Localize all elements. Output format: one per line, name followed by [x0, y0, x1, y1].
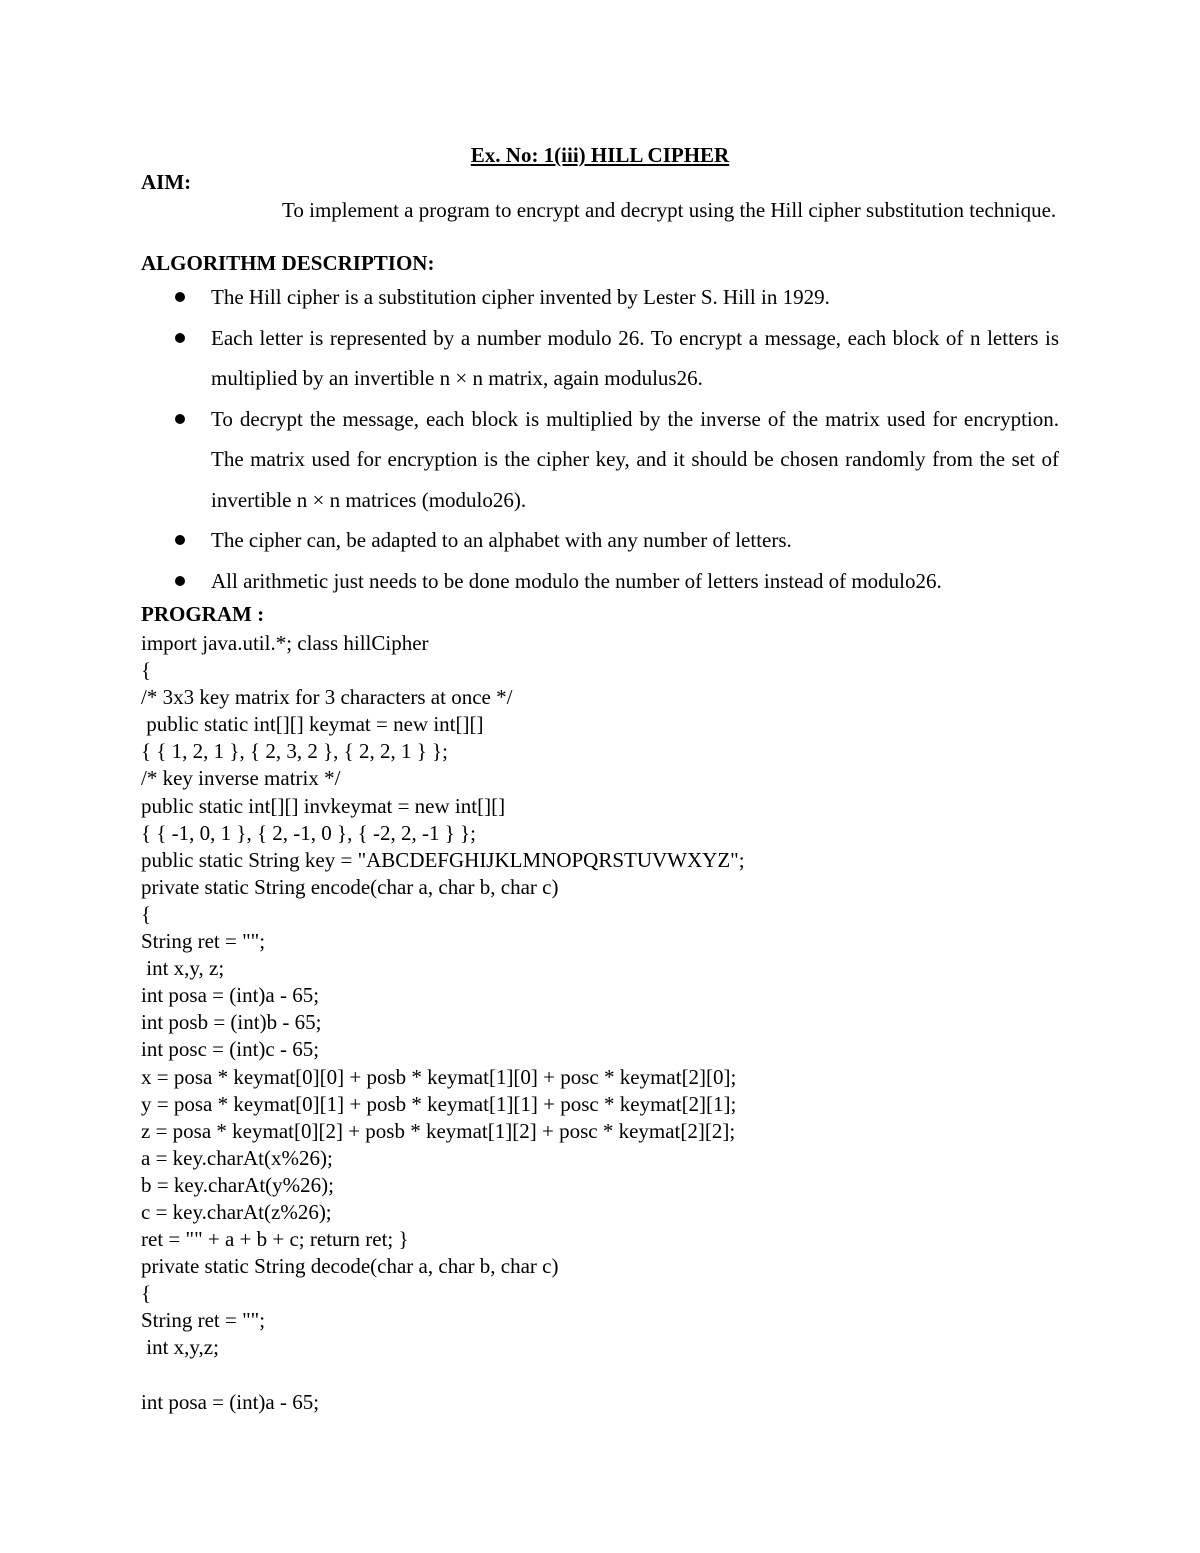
algorithm-item — [141, 520, 1059, 561]
code-line: int posb = (int)b - 65; — [141, 1010, 322, 1035]
code-line: x = posa * keymat[0][0] + posb * keymat[1][0] + posc * keymat[2][0]; — [141, 1064, 737, 1089]
code-line: ret = "" + a + b + c; return ret; } — [141, 1227, 409, 1252]
code-line: import java.util.*; class hillCipher — [141, 631, 429, 655]
program-heading: PROGRAM : — [141, 602, 265, 626]
code-line: b = key.charAt(y%26); — [141, 1172, 334, 1197]
algorithm-list — [141, 277, 1059, 601]
code-line: int x,y,z; — [141, 1335, 219, 1360]
algorithm-item-text: All arithmetic just needs to be done modulo the number of letters instead of modulo26. — [211, 568, 942, 593]
code-line: c = key.charAt(z%26); — [141, 1199, 332, 1224]
code-line: /* key inverse matrix */ — [141, 766, 341, 791]
algorithm-item — [141, 277, 1059, 318]
code-line: String ret = ""; — [141, 1308, 266, 1333]
aim-text: To implement a program to encrypt and decrypt using the Hill cipher substitution technique. — [282, 198, 1057, 222]
code-line — [141, 1362, 1081, 1389]
code-line: a = key.charAt(x%26); — [141, 1145, 333, 1170]
bullet-icon — [175, 292, 185, 302]
algorithm-item-text: Each letter is represented by a number modulo 26. To encrypt a message, each block of n letters is multiplied by an invertible n × n matrix, again modulus26. — [211, 325, 1059, 390]
algorithm-item — [141, 561, 1059, 602]
bullet-icon — [175, 414, 185, 424]
algorithm-item-text: The cipher can, be adapted to an alphabet with any number of letters. — [211, 528, 792, 552]
code-line: private static String encode(char a, char b, char c) — [141, 874, 559, 899]
code-line: private static String decode(char a, char b, char c) — [141, 1254, 559, 1279]
code-line: { — [141, 658, 152, 683]
algorithm-item — [141, 318, 1059, 399]
code-line: public static int[][] keymat = new int[][] — [141, 712, 484, 737]
bullet-icon — [175, 535, 185, 545]
code-line: int posc = (int)c - 65; — [141, 1037, 320, 1062]
code-line: z = posa * keymat[0][2] + posb * keymat[1][2] + posc * keymat[2][2]; — [141, 1118, 736, 1143]
code-line: { { 1, 2, 1 }, { 2, 3, 2 }, { 2, 2, 1 } }; — [141, 739, 448, 764]
code-line: int posa = (int)a - 65; — [141, 983, 320, 1008]
code-line: public static String key = "ABCDEFGHIJKLMNOPQRSTUVWXYZ"; — [141, 847, 745, 872]
algorithm-heading: ALGORITHM DESCRIPTION: — [141, 251, 435, 275]
algorithm-item-text: The Hill cipher is a substitution cipher invented by Lester S. Hill in 1929. — [211, 285, 830, 309]
algorithm-item-text: To decrypt the message, each block is multiplied by the inverse of the matrix used for encryption. The matrix used for encryption is the cipher key, and it should be chosen randomly from the set of invertible n × n matrices (modulo26). — [211, 406, 1059, 512]
page-title: Ex. No: 1(iii) HILL CIPHER — [470, 143, 730, 167]
code-line: String ret = ""; — [141, 929, 266, 954]
program-code — [141, 630, 1081, 1416]
algorithm-item — [141, 399, 1059, 521]
code-line: /* 3x3 key matrix for 3 characters at once */ — [141, 685, 513, 710]
bullet-icon — [175, 576, 185, 586]
code-line: public static int[][] invkeymat = new int[][] — [141, 793, 506, 818]
code-line: int x,y, z; — [141, 956, 225, 981]
code-line: { — [141, 1281, 152, 1306]
aim-heading: AIM: — [141, 170, 192, 194]
code-line: int posa = (int)a - 65; — [141, 1389, 320, 1414]
code-line: { { -1, 0, 1 }, { 2, -1, 0 }, { -2, 2, -1 } }; — [141, 820, 476, 845]
bullet-icon — [175, 333, 185, 343]
code-line: { — [141, 901, 152, 926]
code-line: y = posa * keymat[0][1] + posb * keymat[1][1] + posc * keymat[2][1]; — [141, 1091, 737, 1116]
